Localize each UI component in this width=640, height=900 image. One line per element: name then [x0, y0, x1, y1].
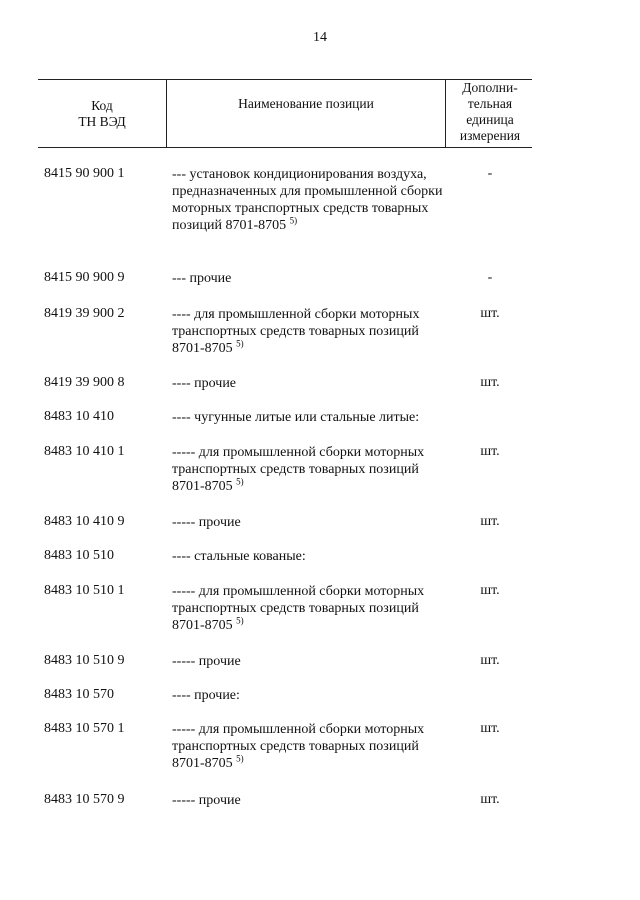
- row-code: 8483 10 410: [44, 409, 114, 424]
- row-name: [172, 792, 452, 809]
- row-name: [172, 444, 452, 495]
- row-name: [172, 721, 452, 772]
- row-name-text: ----- прочие: [172, 654, 241, 669]
- row-code: 8415 90 900 9: [44, 270, 125, 285]
- row-name-text: ---- для промышленной сборки моторных транспортных средств товарных позиций 8701-8705: [172, 307, 420, 356]
- row-name-text: --- прочие: [172, 271, 232, 286]
- footnote-marker: 5): [236, 476, 244, 487]
- row-code: 8483 10 510 1: [44, 583, 125, 598]
- row-unit: шт.: [480, 375, 500, 390]
- row-code: 8483 10 510: [44, 548, 114, 563]
- header-code-line-2: ТН ВЭД: [78, 114, 126, 129]
- footnote-marker: 5): [289, 215, 298, 226]
- row-name: [172, 653, 452, 670]
- row-name: [172, 548, 452, 565]
- header-unit-line-2: тельная: [467, 96, 513, 111]
- row-name-text: ----- для промышленной сборки моторных транспортных средств товарных позиций 8701-8705: [172, 445, 425, 494]
- row-name-text: ---- прочие:: [172, 688, 240, 703]
- row-code: 8483 10 570: [44, 687, 114, 702]
- row-unit: шт.: [480, 653, 500, 668]
- header-divider-1: [166, 79, 167, 147]
- row-name: [172, 583, 452, 634]
- row-code: 8419 39 900 8: [44, 375, 125, 390]
- row-name-text: ----- для промышленной сборки моторных транспортных средств товарных позиций 8701-8705: [172, 584, 425, 633]
- header-code: [40, 98, 164, 130]
- row-code: 8483 10 570 9: [44, 792, 125, 807]
- header-unit-line-3: единица: [466, 112, 514, 127]
- row-code: 8415 90 900 1: [44, 166, 125, 181]
- footnote-marker: 5): [236, 615, 244, 626]
- header-unit-line-1: Дополни-: [462, 80, 518, 95]
- row-code: 8483 10 510 9: [44, 653, 125, 668]
- row-name: [172, 306, 452, 357]
- row-name: [172, 270, 452, 287]
- row-name: [172, 166, 452, 234]
- row-unit: -: [487, 270, 493, 285]
- page-number: 14: [313, 30, 327, 45]
- row-name-text: ----- для промышленной сборки моторных транспортных средств товарных позиций 8701-8705: [172, 722, 425, 771]
- row-code: 8483 10 410 1: [44, 444, 125, 459]
- header-unit: [447, 80, 533, 144]
- row-code: 8483 10 570 1: [44, 721, 125, 736]
- row-unit: шт.: [480, 306, 500, 321]
- row-name: [172, 514, 452, 531]
- header-divider-2: [445, 79, 446, 147]
- row-unit: шт.: [480, 721, 500, 736]
- row-unit: шт.: [480, 444, 500, 459]
- row-name-text: ----- прочие: [172, 515, 241, 530]
- row-name-text: --- установок кондиционирования воздуха, предназначенных для промышленной сборки моторных транспортных средств товарных позиций 8701-8705: [172, 167, 443, 233]
- row-unit: шт.: [480, 583, 500, 598]
- footnote-marker: 5): [236, 753, 244, 764]
- row-unit: шт.: [480, 792, 500, 807]
- row-code: 8419 39 900 2: [44, 306, 125, 321]
- row-name-text: ---- стальные кованые:: [172, 549, 306, 564]
- row-name: [172, 375, 452, 392]
- row-name: [172, 687, 452, 704]
- row-name-text: ---- прочие: [172, 376, 237, 391]
- table-header-bottom-rule: [38, 147, 532, 148]
- row-unit: -: [487, 166, 493, 181]
- row-name: [172, 409, 452, 426]
- row-name-text: ----- прочие: [172, 793, 241, 808]
- footnote-marker: 5): [236, 338, 244, 349]
- header-code-line-1: Код: [91, 98, 113, 113]
- header-unit-line-4: измерения: [459, 128, 521, 143]
- header-name: Наименование позиции: [238, 96, 374, 111]
- row-unit: шт.: [480, 514, 500, 529]
- row-name-text: ---- чугунные литые или стальные литые:: [172, 410, 420, 425]
- row-code: 8483 10 410 9: [44, 514, 125, 529]
